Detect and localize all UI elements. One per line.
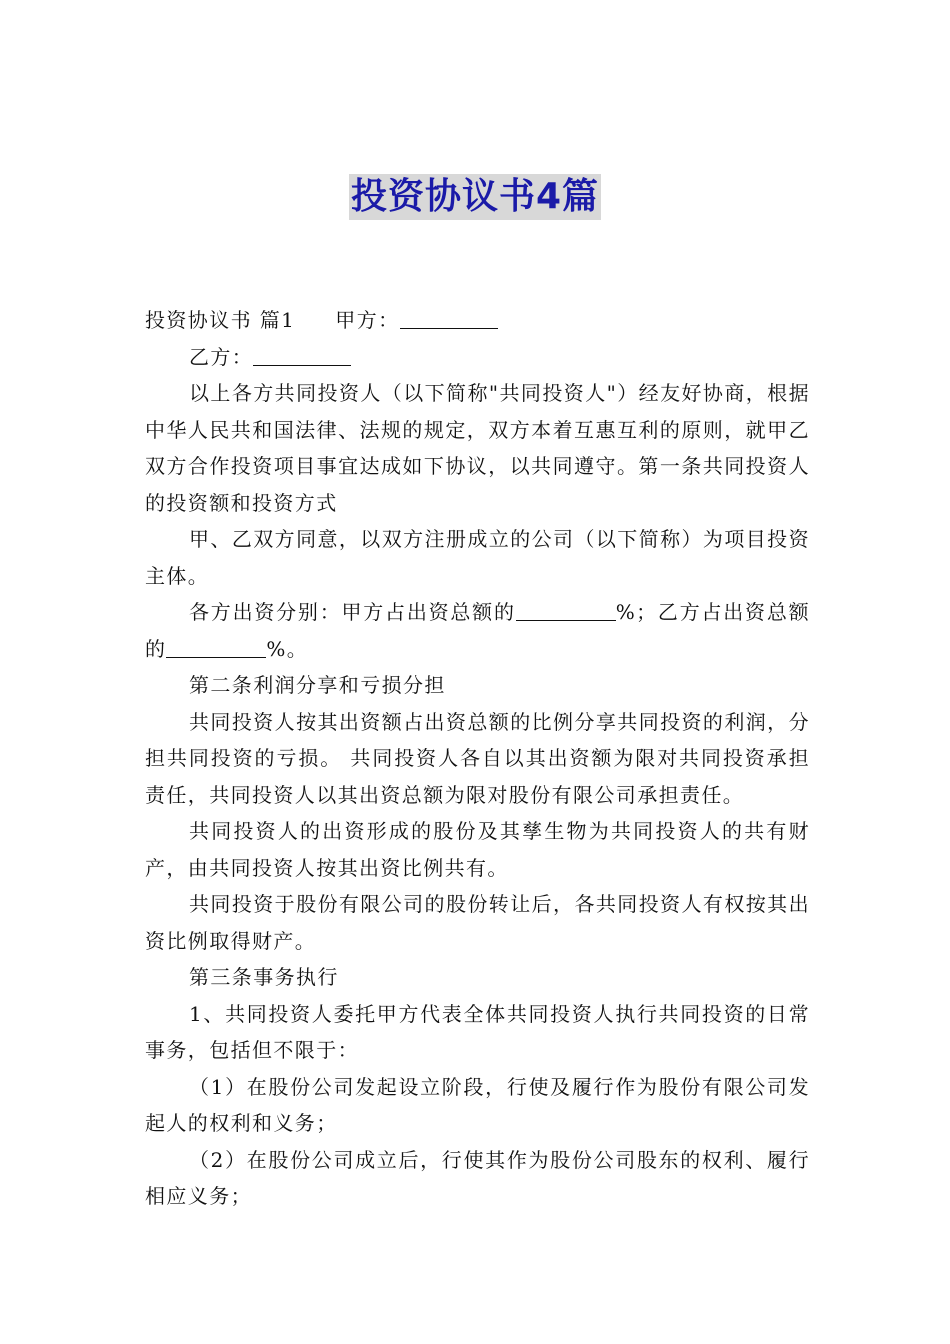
document-title: 投资协议书4篇 — [349, 174, 601, 220]
title-wrap — [0, 174, 950, 220]
paragraph-intro: 以上各方共同投资人（以下简称"共同投资人"）经友好协商，根据中华人民共和国法律、法规的规定，双方本着互惠互利的原则，就甲乙双方合作投资项目事宜达成如下协议，以共同遵守。第一条共同投资人的投资额和投资方式 — [145, 381, 810, 515]
paragraph-subject: 甲、乙双方同意，以双方注册成立的公司（以下简称）为项目投资主体。 — [145, 527, 810, 588]
party-b-percent-blank — [166, 633, 266, 658]
agreement-label: 投资协议书 篇1 — [145, 308, 296, 332]
paragraph-delegate: 1、共同投资人委托甲方代表全体共同投资人执行共同投资的日常事务，包括但不限于： — [145, 1001, 810, 1062]
article-2-heading: 第二条利润分享和亏损分担 — [189, 673, 446, 697]
capital-text-c: %。 — [266, 636, 309, 661]
party-b-blank — [253, 341, 351, 366]
party-b-line — [145, 339, 810, 376]
paragraph-item-1: （1）在股份公司发起设立阶段，行使及履行作为股份有限公司发起人的权利和义务； — [145, 1074, 810, 1135]
party-a-percent-blank — [516, 596, 616, 621]
party-a-blank — [400, 304, 498, 329]
paragraph-transfer: 共同投资于股份有限公司的股份转让后，各共同投资人有权按其出资比例取得财产。 — [145, 892, 810, 953]
party-b-label: 乙方： — [189, 344, 254, 369]
paragraph-property: 共同投资人的出资形成的股份及其孳生物为共同投资人的共有财产，由共同投资人按其出资比例共有。 — [145, 819, 810, 880]
document-body — [145, 302, 810, 1215]
first-line — [145, 302, 810, 339]
paragraph-item-2: （2）在股份公司成立后，行使其作为股份公司股东的权利、履行相应义务； — [145, 1147, 810, 1208]
paragraph-capital — [145, 594, 810, 667]
capital-text-a: 各方出资分别：甲方占出资总额的 — [189, 600, 516, 624]
article-3-heading: 第三条事务执行 — [189, 965, 339, 989]
capital-text-b: %；乙方占出资总额的 — [145, 600, 811, 661]
paragraph-profit: 共同投资人按其出资额占出资总额的比例分享共同投资的利润，分担共同投资的亏损。 共同投资人各自以其出资额为限对共同投资承担责任，共同投资人以其出资总额为限对股份有限公司承担责任。 — [145, 709, 810, 807]
party-a-label: 甲方： — [335, 308, 400, 332]
